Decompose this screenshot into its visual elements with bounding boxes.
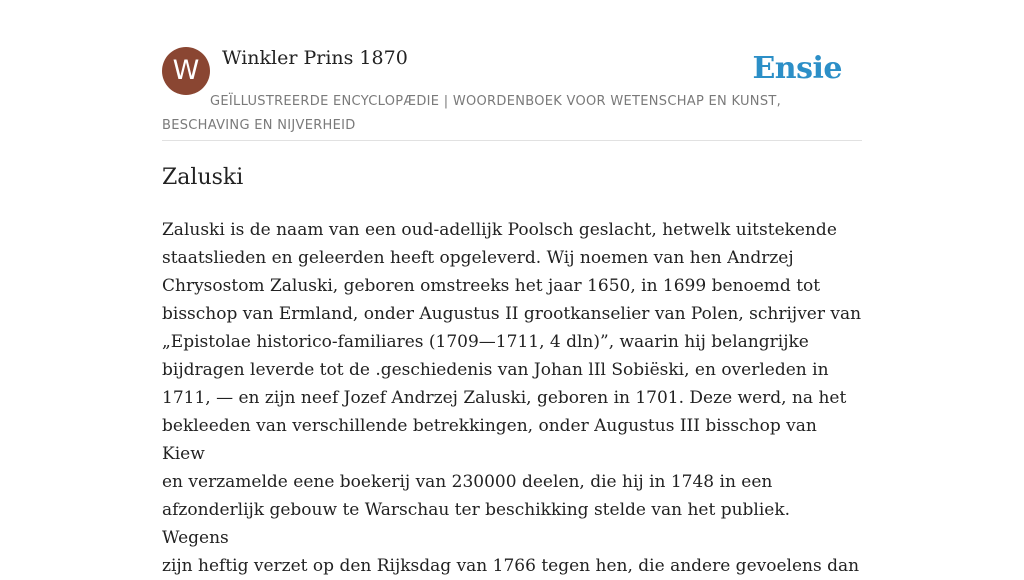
ensie-logo[interactable]: Ensie xyxy=(752,51,842,86)
entry-title: Zaluski xyxy=(162,165,244,190)
source-subtitle: GEÏLLUSTREERDE ENCYCLOPÆDIE | WOORDENBOEK VOOR WETENSCHAP EN KUNST, BESCHAVING EN NIJVERHEID xyxy=(162,94,782,133)
entry-body: Zaluski is de naam van een oud-adellijk Poolsch geslacht, hetwelk uitstekende staatslieden en geleerden heeft opgeleverd. Wij noemen van hen Andrzej Chrysostom Zaluski, geboren omstreeks het jaar 1650, in 1699 benoemd tot bisschop van Ermland, onder Augustus II grootkanselier van Polen, schrijver van „Epistolae historico-familiares (1709—1711, 4 dln)”, waarin hij belangrijke bijdragen leverde tot de .geschiedenis van Johan lIl Sobiëski, en overleden in 1711, — en zijn neef Jozef Andrzej Zaluski, geboren in 1701. Deze werd, na het bekleeden van verschillende betrekkingen, onder Augustus III bisschop van Kiew en verzamelde eene boekerij van 230000 deelen, die hij in 1748 in een afzonderlijk gebouw te Warschau ter beschikking stelde van het publiek. Wegens zijn heftig verzet op den Rijksdag van 1766 tegen hen, die andere gevoelens dan xyxy=(162,220,862,576)
source-title-link[interactable]: Winkler Prins 1870 xyxy=(222,47,408,69)
source-avatar[interactable]: W xyxy=(162,47,210,95)
source-header xyxy=(162,46,862,141)
